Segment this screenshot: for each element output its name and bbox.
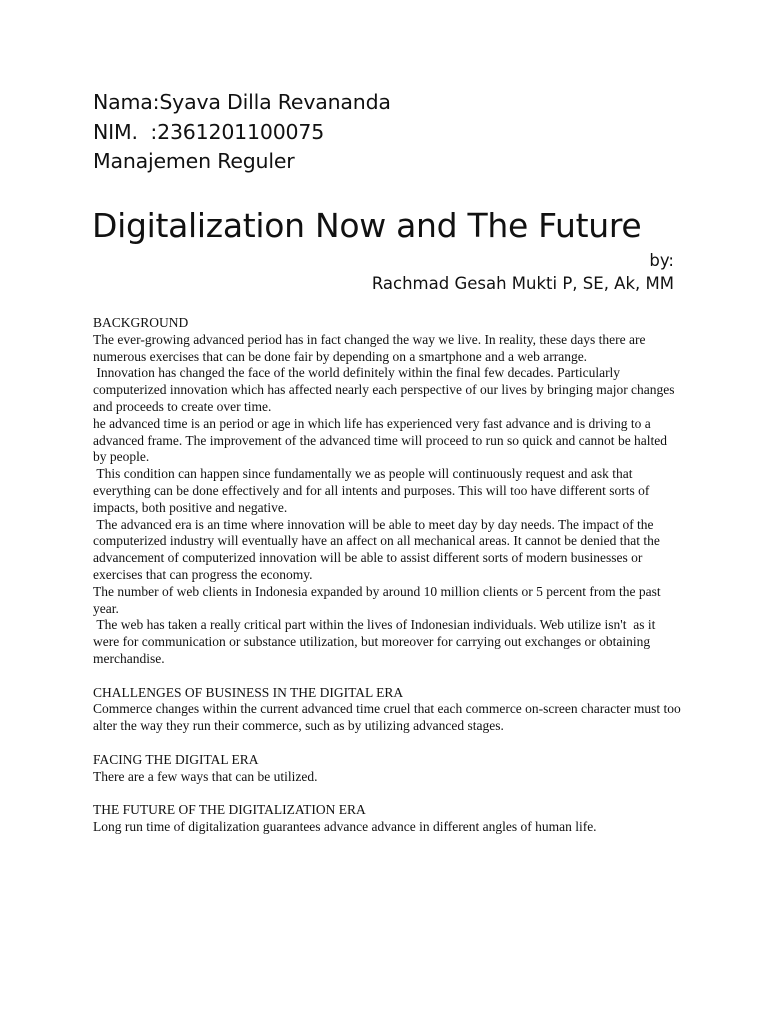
paragraph: Long run time of digitalization guarantees advance advance in different angles of human life.: [93, 818, 597, 834]
paragraph: Commerce changes within the current advanced time cruel that each commerce on-screen character must too alter the way they run their commerce, such as by utilizing advanced stages.: [93, 701, 685, 734]
paragraph: This condition can happen since fundamentally we as people will continuously request and ask that everything can be done effectively and for all intents and purposes. This will too have different sorts of impacts, both positive and negative.: [93, 466, 653, 515]
student-program-line: Manajemen Reguler: [93, 149, 295, 173]
section-facing: [93, 752, 683, 786]
section-future: [93, 802, 683, 836]
document-body: [93, 315, 683, 853]
student-nim-line: NIM. :2361201100075: [93, 119, 325, 144]
paragraph: Innovation has changed the face of the world definitely within the final few decades. Particularly computerized innovation which has affected nearly each perspective of our lives by bringing major changes and proceeds to create over time.: [93, 365, 678, 414]
section-heading: CHALLENGES OF BUSINESS IN THE DIGITAL ERA: [93, 684, 404, 700]
paragraph: he advanced time is an period or age in which life has experienced very fast advance and is driving to a advanced frame. The improvement of the advanced time will proceed to run so quick and cannot be halted by people.: [93, 415, 671, 465]
byline-by-label: by:: [649, 251, 674, 270]
paragraph: The number of web clients in Indonesia expanded by around 10 million clients or 5 percent from the past year.: [93, 583, 664, 616]
paragraph: There are a few ways that can be utilized.: [93, 768, 318, 784]
paragraph: The advanced era is an time where innovation will be able to meet day by day needs. The impact of the computerized industry will eventually have an affect on all mechanical areas. It cannot be denied that the advancement of computerized innovation will be able to assist different sorts of modern businesses or exercises that can progress the economy.: [93, 516, 664, 582]
section-challenges: [93, 685, 683, 735]
paragraph: The ever-growing advanced period has in fact changed the way we live. In reality, these days there are numerous exercises that can be done fair by depending on a smartphone and a web arrange.: [93, 331, 649, 364]
student-identity: [93, 88, 391, 177]
section-heading: BACKGROUND: [93, 315, 189, 330]
section-heading: THE FUTURE OF THE DIGITALIZATION ERA: [93, 802, 366, 818]
byline: [372, 249, 674, 295]
paragraph: The web has taken a really critical part within the lives of Indonesian individuals. Web utilize isn't as it were for communication or substance utilization, but moreover for carrying out exchanges or obtaining merchandise.: [93, 617, 659, 666]
section-background: [93, 315, 683, 668]
student-name-line: Nama:Syava Dilla Revananda: [93, 90, 391, 114]
document-title: Digitalization Now and The Future: [92, 206, 642, 245]
byline-author: Rachmad Gesah Mukti P, SE, Ak, MM: [371, 274, 674, 293]
section-heading: FACING THE DIGITAL ERA: [93, 751, 259, 767]
